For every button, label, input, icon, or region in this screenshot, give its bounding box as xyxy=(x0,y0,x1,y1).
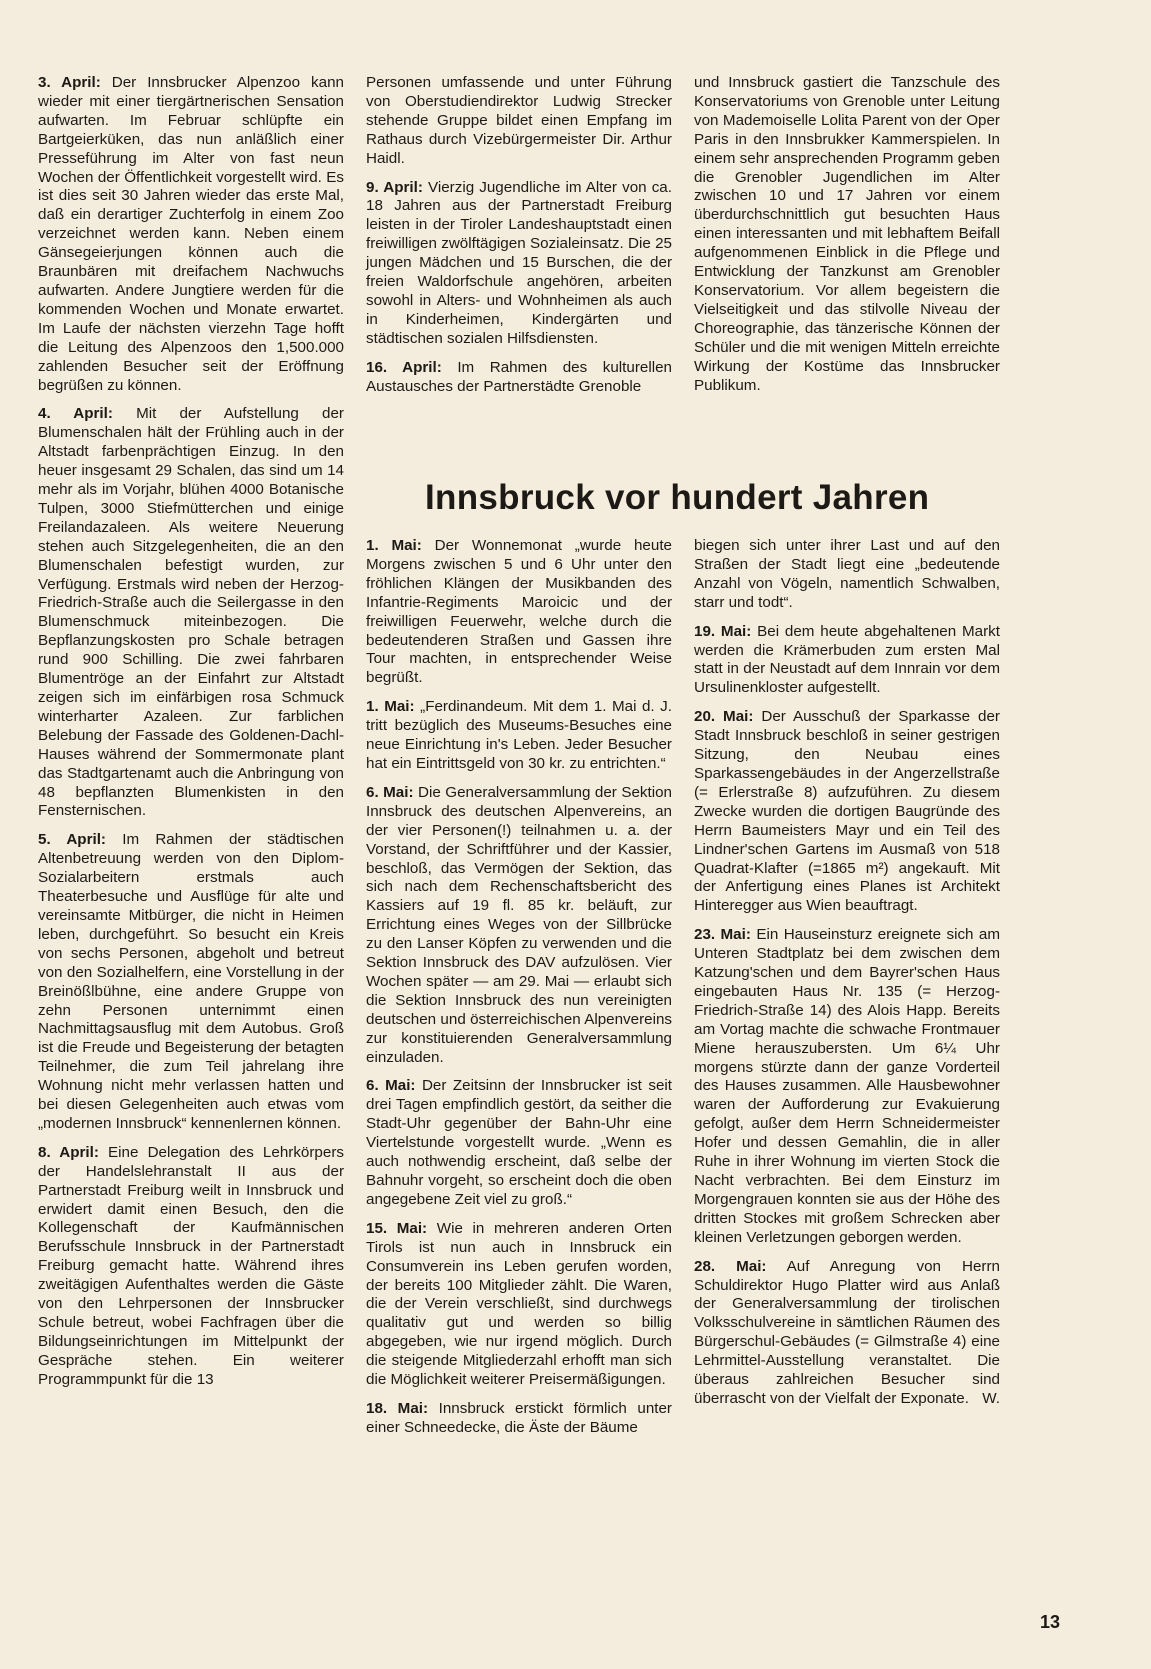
entry-text: Der Ausschuß der Sparkasse der Stadt Innsbruck beschloß in seiner gestrigen Sitzung, den Neubau eines Sparkassengebäudes in der Angerzellstraße (= Erlerstraße 8) aufzuführen. Zu diesem Zwecke wurden die dortigen Baugründe des Herrn Baumeisters Mayr und ein Teil des Lindner'schen Gartens im Ausmaß von 518 Quadrat-Klafter (=1865 m²) angekauft. Mit der Anfertigung eines Planes ist Architekt Hinteregger aus Wien beauftragt. xyxy=(694,708,1000,915)
chronicle-entry xyxy=(366,1077,672,1209)
entry-date: 19. Mai: xyxy=(694,622,752,640)
entry-text: und Innsbruck gastiert die Tanzschule des Konservatoriums von Grenoble unter Leitung von Mademoiselle Lolita Parent von der Oper Paris in den Innsbrukker Kammerspielen. In einem sehr ansprechenden Programm geben die Grenobler Jugendlichen im Alter zwischen 10 und 17 Jahren vor einem überdurchschnittlich gut besuchten Haus einen interessanten und mit lebhaftem Beifall aufgenommenen Einblick in die Pflege und Entwicklung der Tanzkunst am Grenobler Konservatorium. Vor allem begeistern die Vielseitigkeit und das stilvolle Niveau der Choreographie, das tänzerische Können der Schüler und die mit wenigen Mitteln erreichte Wirkung der Kostüme das Innsbrucker Publikum. xyxy=(694,74,1000,394)
chronicle-entry xyxy=(366,698,672,774)
entry-date: 3. April: xyxy=(38,74,101,91)
chronicle-entry xyxy=(366,359,672,397)
section-headline: Innsbruck vor hundert Jahren xyxy=(425,478,930,517)
column-2-top xyxy=(366,74,672,407)
chronicle-entry xyxy=(694,537,1000,613)
entry-date: 6. Mai: xyxy=(366,783,414,801)
entry-date: 1. Mai: xyxy=(366,698,415,716)
chronicle-entry xyxy=(366,1220,672,1390)
entry-text: Vierzig Jugendliche im Alter von ca. 18 Jahren aus der Partnerstadt Freiburg leisten in der Tiroler Landeshauptstadt einen freiwilligen zwölftägigen Sozialeinsatz. Die 25 jungen Mädchen und 15 Burschen, die der freien Waldorfschule angehören, arbeiten sowohl in Alters- und Wohnheimen als auch in Kinderheimen, Kindergärten und städtischen sozialen Hilfsdiensten. xyxy=(366,178,672,347)
chronicle-entry xyxy=(38,831,344,1134)
entry-text: „Ferdinandeum. Mit dem 1. Mai d. J. tritt bezüglich des Museums-Besuches eine neue Einrichtung in's Leben. Jeder Besucher hat ein Eintrittsgeld von 30 kr. zu entrichten.“ xyxy=(366,698,672,772)
chronicle-entry xyxy=(694,1258,1000,1409)
entry-text: Mit der Aufstellung der Blumenschalen hält der Frühling auch in der Altstadt farbenprächtigen Einzug. In den heuer insgesamt 29 Schalen, das sind um 14 mehr als im Vorjahr, blühen 4000 Botanische Tulpen, 3000 Stiefmütterchen und einige Freilandazaleen. Als weitere Neuerung stehen auch Sitzgelegenheiten, die an den Blumenschalen befestigt wurden, zur Verfügung. Erstmals wird neben der Herzog-Friedrich-Straße auch die Seilergasse in den Blumenschmuck miteinbezogen. Die Bepflanzungskosten pro Schale betragen rund 900 Schilling. Die zwei fahrbaren Blumentröge an der Einfahrt zur Altstadt zeigen sich im einfärbigen rosa Schmuck winterharter Azaleen. Zur farblichen Belebung der Fassade des Goldenen-Dachl-Hauses während der Sommermonate plant das Stadtgartenamt auch die Anbringung von 48 bepflanzten Blumenkisten in den Fensternischen. xyxy=(38,405,344,820)
column-2-bottom xyxy=(366,537,672,1448)
column-3-top xyxy=(694,74,1000,405)
entry-text: Der Zeitsinn der Innsbrucker ist seit drei Tagen empfindlich gestört, da seither die Stadt-Uhr gegenüber der Bahn-Uhr eine Viertelstunde vorgestellt wurde. „Wenn es auch nothwendig erscheint, daß selbe der Bahnuhr vorgeht, so erscheint doch die oben angegebene Zeit viel zu groß.“ xyxy=(366,1077,672,1208)
entry-text: Wie in mehreren anderen Orten Tirols ist nun auch in Innsbruck ein Consumverein ins Leben gerufen worden, der bereits 100 Mitglieder zählt. Die Waren, die der Verein verschließt, sind durchwegs qualitativ gut und werden so billig abgegeben, wie nur irgend möglich. Durch die steigende Mitgliederzahl erhofft man sich die Möglichkeit weiterer Preisermäßigungen. xyxy=(366,1219,672,1389)
entry-date: 18. Mai: xyxy=(366,1399,429,1417)
column-1 xyxy=(38,74,344,1400)
entry-text: Im Rahmen der städtischen Altenbetreuung werden von den Diplom-Sozialarbeitern erstmals auch Theaterbesuche und Ausflüge für alte und vereinsamte Mitbürger, die nicht in Heimen leben, durchgeführt. So besucht ein Kreis von sechs Personen, abgeholt und betreut von den Sozialhelfern, eine Vorstellung in der Breinößlbühne, eine andere Gruppe von zehn Personen unternimmt einen Nachmittagsausflug mit dem Autobus. Groß ist die Freude und Begeisterung der betagten Teilnehmer, die zum Teil jahrelang ihre Wohnung nicht mehr verlassen hatten und bei diesen Gelegenheiten auch etwas vom „modernen Innsbruck“ kennenlernen können. xyxy=(38,831,344,1132)
chronicle-entry xyxy=(366,537,672,688)
chronicle-entry xyxy=(366,74,672,169)
entry-text: Personen umfassende und unter Führung von Oberstudiendirektor Ludwig Strecker stehende Gruppe bildet einen Empfang im Rathaus durch Vizebürgermeister Dir. Arthur Haidl. xyxy=(366,74,672,167)
entry-date: 9. April: xyxy=(366,178,423,196)
entry-text: Ein Hauseinsturz ereignete sich am Unteren Stadtplatz bei dem zwischen dem Katzung'schen und dem Bayrer'schen Haus eingebauten Haus Nr. 135 (= Herzog-Friedrich-Straße 14) des Alois Happ. Bereits am Vortag machte die schwache Frontmauer Miene herauszubersten. Um 6¼ Uhr morgens stürzte dann der ganze Vorderteil des Hauses zusammen. Alle Hausbewohner waren der Aufforderung zur Evakuierung gefolgt, außer dem Herrn Schneidermeister Hofer und dessen Gemahlin, die in aller Ruhe in ihrer Wohnung im vierten Stock die Nacht verbrachten. Bei dem Einsturz im Morgengrauen konnten sie aus der Höhe des dritten Stockes mit großem Schrecken aber kleinen Verletzungen geborgen werden. xyxy=(694,926,1000,1246)
column-3-bottom xyxy=(694,537,1000,1419)
entry-text: Die Generalversammlung der Sektion Innsbruck des deutschen Alpenvereins, an der vier Personen(!) teilnahmen u. a. der Vorstand, der Schriftführer und der Kassier, beschloß, das Vermögen der Sektion, das sich nach dem Rechenschaftsbericht des Kassiers auf 19 fl. 85 kr. beläuft, zur Errichtung eines Weges von der Sillbrücke zu den Lanser Köpfen zu verwenden und die Sektion Innsbruck des DAV aufzulösen. Vier Wochen später — am 29. Mai — erlaubt sich die Sektion Innsbruck des nun vereinigten deutschen und österreichischen Alpenvereins zur konstituierenden Generalversammlung einzuladen. xyxy=(366,783,672,1066)
chronicle-entry xyxy=(38,74,344,395)
entry-date: 5. April: xyxy=(38,831,106,849)
entry-text: Der Wonnemonat „wurde heute Morgens zwischen 5 und 6 Uhr unter den fröhlichen Klängen der Musikbanden des Infantrie-Regiments Maroicic und der freiwilligen Feuerwehr, welche durch die bedeutenderen Straßen und Gassen ihre Tour machten, in entsprechender Weise begrüßt. xyxy=(366,537,672,687)
chronicle-entry xyxy=(694,623,1000,699)
chronicle-entry xyxy=(366,179,672,349)
entry-text: Auf Anregung von Herrn Schuldirektor Hugo Platter wird aus Anlaß der Generalversammlung der tirolischen Volksschulvereine in sämtlichen Räumen des Bürgerschul-Gebäudes (= Gilmstraße 4) eine Lehrmittel-Ausstellung veranstaltet. Die überaus zahlreichen Besucher sind überrascht von der Vielfalt der Exponate. xyxy=(694,1257,1000,1407)
entry-text: Innsbruck erstickt förmlich unter einer Schneedecke, die Äste der Bäume xyxy=(366,1399,672,1436)
entry-text: Der Innsbrucker Alpenzoo kann wieder mit einer tiergärtnerischen Sensation aufwarten. Im Februar schlüpfte ein Bartgeierküken, das nun anläßlich einer Presseführung im Alter von fast neun Wochen der Öffentlichkeit vorgestellt wird. Es ist dies seit 30 Jahren wieder das erste Mal, daß ein derartiger Zuchterfolg in einem Zoo verzeichnet werden kann. Neben einem Gänsegeierjungen können auch die Braunbären mit dreifachem Nachwuchs aufwarten. Andere Jungtiere werden für die kommenden Wochen und Monate erwartet. Im Laufe der nächsten vierzehn Tage hofft die Leitung des Alpenzoos den 1,500.000 zahlenden Besucher seit der Eröffnung begrüßen zu können. xyxy=(38,74,344,394)
page-number: 13 xyxy=(1040,1612,1061,1632)
chronicle-entry xyxy=(38,1144,344,1390)
entry-text: Eine Delegation des Lehrkörpers der Handelslehranstalt II aus der Partnerstadt Freiburg weilt in Innsbruck und erwidert damit einen Besuch, den die Kollegenschaft der Kaufmännischen Berufsschule Innsbruck in der Partnerstadt Freiburg gemacht hatte. Während ihres zweitägigen Aufenthaltes werden die Gäste von den Lehrpersonen der Innsbrucker Schule betreut, wobei Fachfragen über die Bildungseinrichtungen im Mittelpunkt der Gespräche stehen. Ein weiterer Programmpunkt für die 13 xyxy=(38,1143,344,1388)
chronicle-entry xyxy=(694,708,1000,916)
entry-date: 28. Mai: xyxy=(694,1257,767,1275)
entry-date: 15. Mai: xyxy=(366,1219,428,1237)
entry-text: Bei dem heute abgehaltenen Markt werden die Krämerbuden zum ersten Mal statt in der Neustadt auf dem Innrain vor dem Ursulinenkloster aufgestellt. xyxy=(694,622,1000,697)
entry-date: 1. Mai: xyxy=(366,537,422,554)
entry-date: 16. April: xyxy=(366,358,442,376)
entry-date: 8. April: xyxy=(38,1143,99,1161)
author-signature: W. xyxy=(982,1389,1000,1407)
entry-text: Im Rahmen des kulturellen Austausches der Partnerstädte Grenoble xyxy=(366,358,672,395)
chronicle-entry xyxy=(366,784,672,1068)
entry-date: 20. Mai: xyxy=(694,708,754,726)
chronicle-entry xyxy=(694,926,1000,1247)
entry-date: 6. Mai: xyxy=(366,1077,416,1095)
chronicle-entry xyxy=(38,405,344,821)
entry-date: 23. Mai: xyxy=(694,926,751,944)
chronicle-entry xyxy=(366,1400,672,1438)
entry-date: 4. April: xyxy=(38,405,113,423)
chronicle-entry xyxy=(694,74,1000,395)
entry-text: biegen sich unter ihrer Last und auf den Straßen der Stadt liegt eine „bedeutende Anzahl von Vögeln, namentlich Schwalben, starr und todt“. xyxy=(694,537,1000,611)
